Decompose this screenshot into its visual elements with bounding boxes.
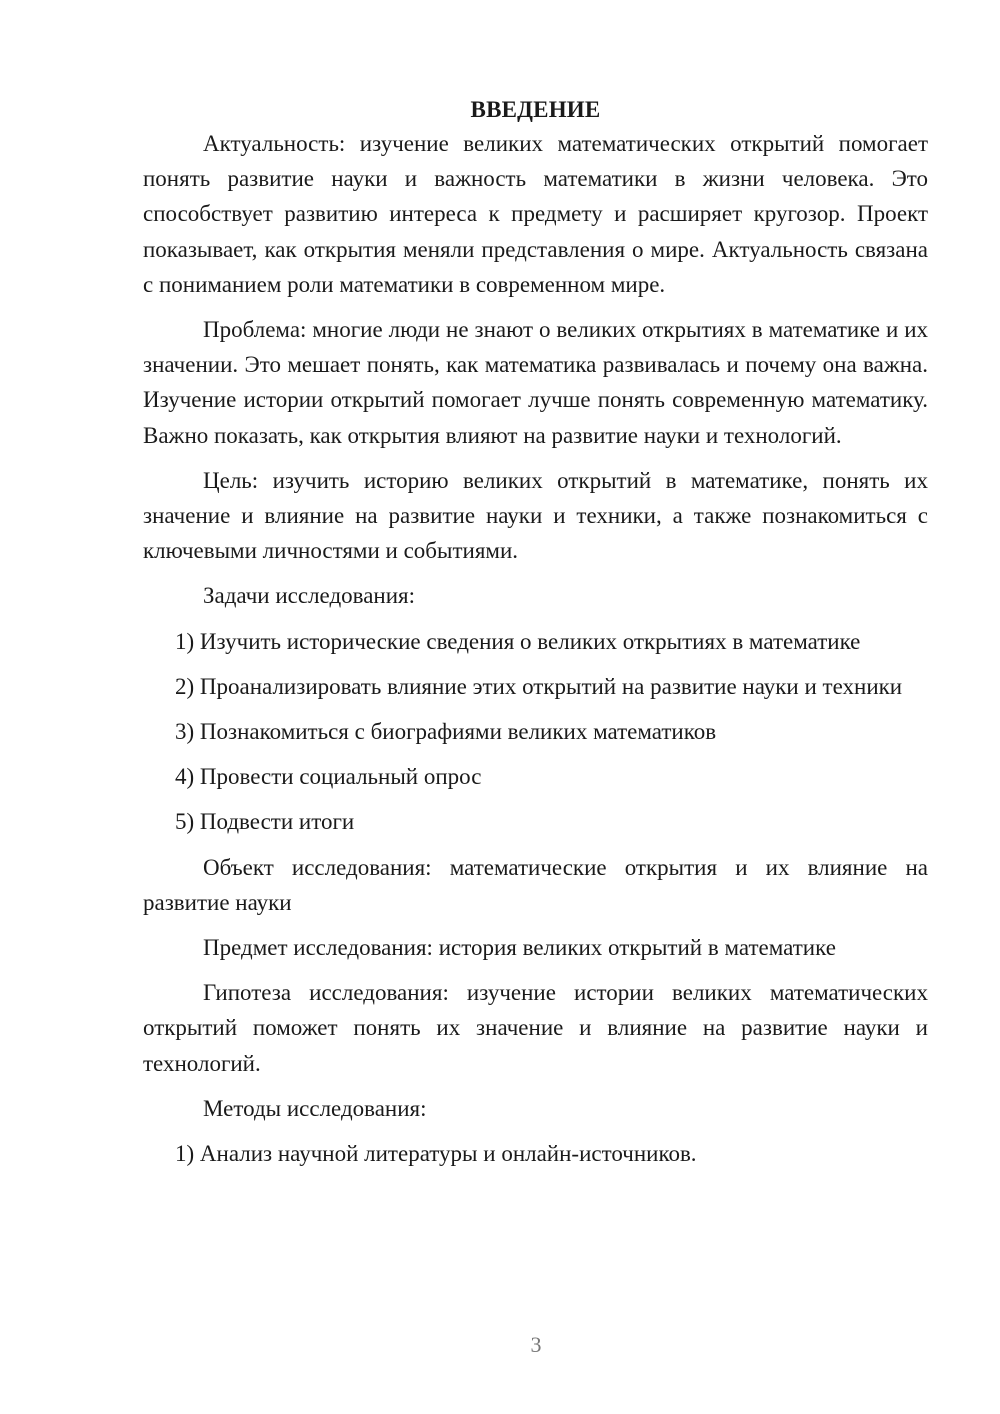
object-paragraph: Объект исследования: математические открытия и их влияние на развитие науки [143,854,928,915]
hypothesis-paragraph: Гипотеза исследования: изучение истории великих математических открытий поможет понять их значение и влияние на развитие науки и технологий. [143,980,928,1076]
subject-paragraph: Предмет исследования: история великих открытий в математике [203,935,836,961]
method-item-1: 1) Анализ научной литературы и онлайн-источников. [175,1141,697,1167]
relevance-paragraph: Актуальность: изучение великих математических открытий помогает понять развитие науки и важность математики в жизни человека. Это способствует развитию интереса к предмету и расширяет кругозор. Проект показывает, как открытия меняли представления о мире. Актуальность связана с пониманием роли математики в современном мире. [143,131,928,297]
tasks-heading: Задачи исследования: [203,583,416,609]
methods-heading: Методы исследования: [203,1095,427,1121]
task-item-1: 1) Изучить исторические сведения о великих открытиях в математике [175,628,861,654]
task-item-2: 2) Проанализировать влияние этих открытий на развитие науки и техники [175,673,903,699]
task-item-3: 3) Познакомиться с биографиями великих математиков [175,719,717,745]
section-title: ВВЕДЕНИЕ [470,97,601,122]
goal-paragraph: Цель: изучить историю великих открытий в математике, понять их значение и влияние на развитие науки и техники, а также познакомиться с ключевыми личностями и событиями. [143,467,928,564]
task-item-5: 5) Подвести итоги [175,809,355,835]
task-item-4: 4) Провести социальный опрос [175,764,482,790]
problem-paragraph: Проблема: многие люди не знают о великих открытиях в математике и их значении. Это мешает понять, как математика развивалась и почему она важна. Изучение истории открытий помогает лучше понять современную математику. Важно показать, как открытия влияют на развитие науки и технологий. [143,317,928,448]
page-number: 3 [530,1332,542,1357]
document-page [143,92,928,1181]
